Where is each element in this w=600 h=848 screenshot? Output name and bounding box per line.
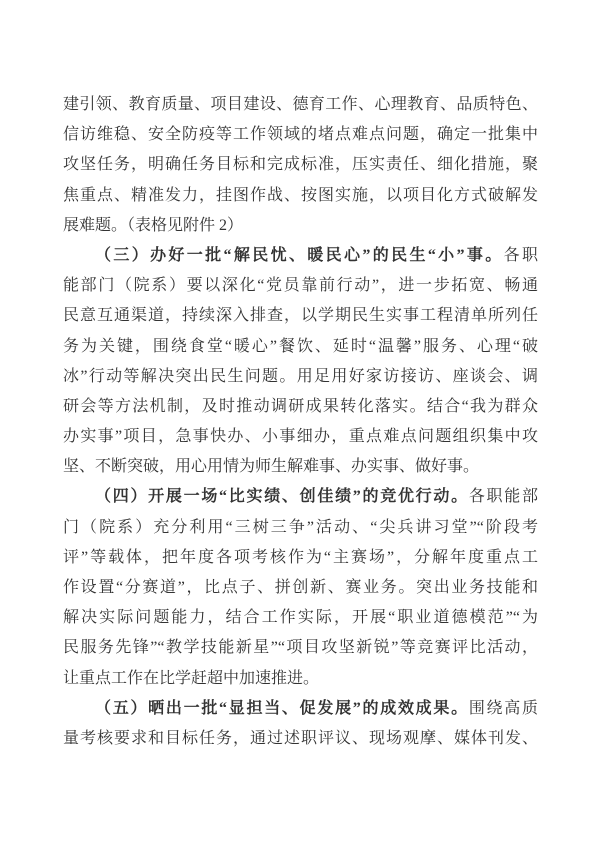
body-text-segment: 研会等方法机制，及时推动调研成果转化落实。结合“我为群众 [63, 397, 538, 415]
body-text-segment: 围绕高质 [468, 699, 538, 717]
body-text-segment: 办实事”项目，急事快办、小事细办，重点难点问题组织集中攻 [63, 428, 538, 446]
section-heading-segment: （五）晒出一批“显担当、促发展”的成效成果。 [95, 699, 469, 717]
text-line [63, 90, 538, 120]
text-line [63, 211, 538, 241]
body-text-segment: 展难题。（表格见附件 2） [63, 216, 244, 234]
text-line [63, 513, 538, 543]
text-line [63, 603, 538, 633]
text-block [63, 90, 538, 754]
text-line [63, 271, 538, 301]
section-heading-segment: （四）开展一场“比实绩、创佳绩”的竞优行动。 [95, 488, 469, 506]
body-text-segment: 务为关键，围绕食堂“暖心”餐饮、延时“温馨”服务、心理“破 [63, 337, 538, 355]
text-line [63, 664, 538, 694]
text-line [63, 241, 538, 271]
body-text-segment: 量考核要求和目标任务，通过述职评议、现场观摩、媒体刊发、 [63, 729, 538, 747]
body-text-segment: 建引领、教育质量、项目建设、德育工作、心理教育、品质特色、 [63, 96, 538, 113]
body-text-segment: 焦重点、精准发力，挂图作战、按图实施，以项目化方式破解发 [63, 186, 538, 204]
body-text-segment: 各职 [503, 246, 538, 264]
text-line [63, 120, 538, 150]
body-text-segment: 作设置“分赛道”，比点子、拼创新、赛业务。突出业务技能和 [63, 579, 538, 596]
text-line [63, 482, 538, 512]
text-line [63, 301, 538, 331]
body-text-segment: 冰”行动等解决突出民生问题。用足用好家访接访、座谈会、调 [63, 367, 538, 385]
text-line [63, 362, 538, 392]
text-line [63, 633, 538, 663]
paragraph [63, 90, 538, 241]
body-text-segment: 攻坚任务，明确任务目标和完成标准，压实责任、细化措施，聚 [63, 156, 538, 174]
paragraph [63, 482, 538, 693]
text-line [63, 332, 538, 362]
body-text-segment: 门（院系）充分利用“三树三争”活动、“尖兵讲习堂”“阶段考 [63, 518, 538, 536]
body-text-segment: 能部门（院系）要以深化“党员靠前行动”，进一步拓宽、畅通 [63, 277, 538, 295]
text-line [63, 150, 538, 180]
body-text-segment: 坚、不断突破，用心用情为师生解难事、办实事、做好事。 [63, 458, 480, 476]
paragraph [63, 241, 538, 483]
body-text-segment: 信访维稳、安全防疫等工作领域的堵点难点问题，确定一批集中 [63, 126, 538, 144]
text-line [63, 392, 538, 422]
text-line [63, 181, 538, 211]
text-line [63, 573, 538, 603]
body-text-segment: 评”等载体，把年度各项考核作为“主赛场”，分解年度重点工 [63, 548, 538, 566]
body-text-segment: 各职能部 [468, 488, 538, 506]
text-line [63, 694, 538, 724]
text-line [63, 452, 538, 482]
text-line [63, 422, 538, 452]
body-text-segment: 让重点工作在比学赶超中加速推进。 [63, 669, 320, 687]
body-text-segment: 民服务先锋”“教学技能新星”“项目攻坚新锐”等竞赛评比活动， [63, 639, 538, 657]
paragraph [63, 694, 538, 754]
section-heading-segment: （三）办好一批“解民忧、暖民心”的民生“小”事。 [95, 246, 504, 264]
text-line [63, 724, 538, 754]
body-text-segment: 解决实际问题能力，结合工作实际，开展“职业道德模范”“为 [63, 609, 538, 627]
body-text-segment: 民意互通渠道，持续深入排查，以学期民生实事工程清单所列任 [63, 307, 538, 325]
text-line [63, 543, 538, 573]
